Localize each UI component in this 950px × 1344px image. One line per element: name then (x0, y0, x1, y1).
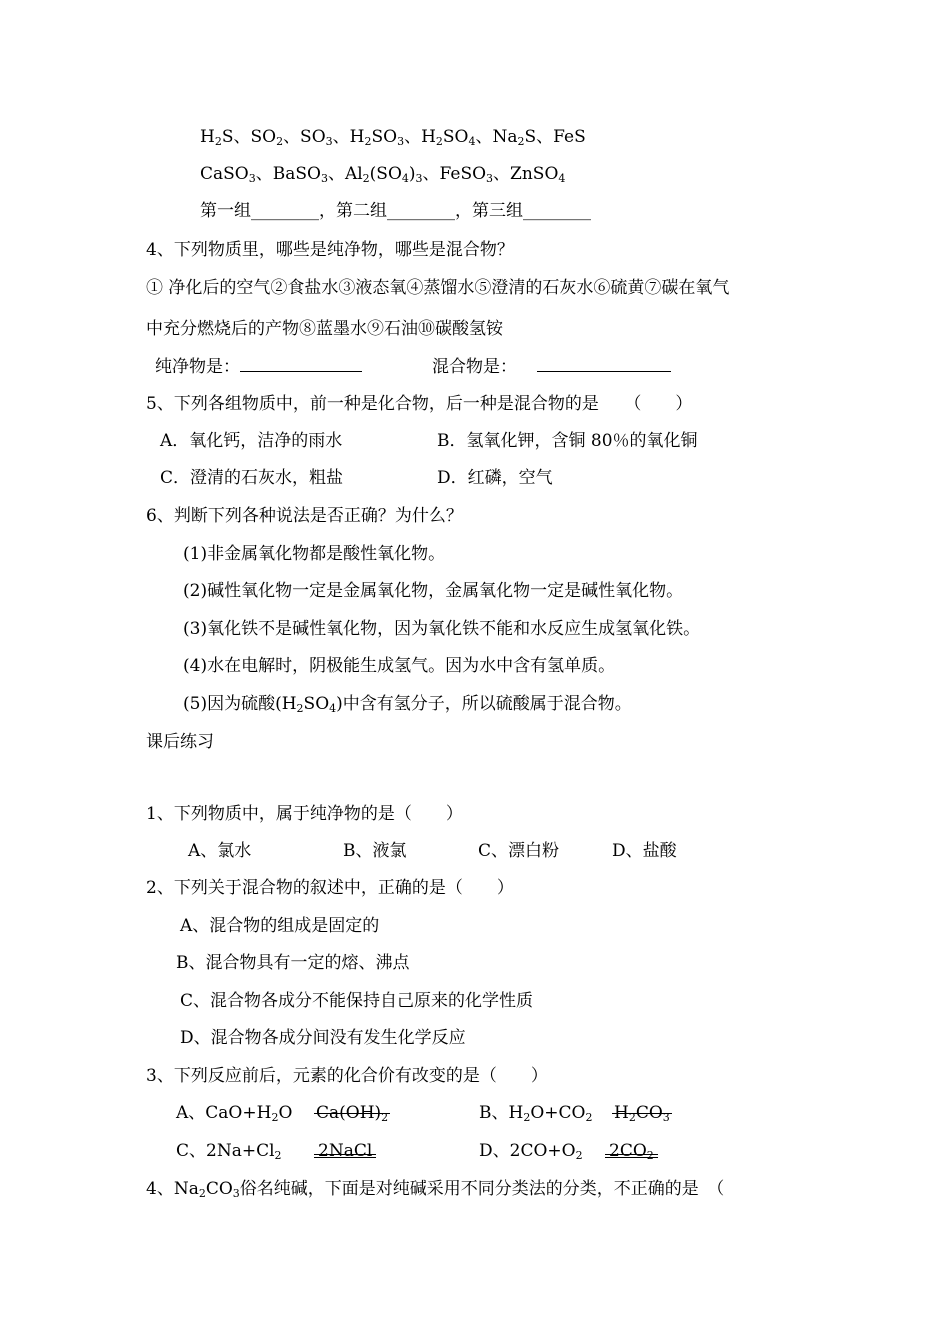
e2-option-d[interactable]: D、混合物各成分间没有发生化学反应 (180, 1028, 466, 1048)
q6-statement-5 (183, 693, 632, 715)
subscript: 3 (320, 172, 328, 185)
subscript: 2 (276, 135, 284, 148)
q5-option-b[interactable]: B．氢氧化钾，含铜 80％的氧化铜 (437, 431, 698, 451)
text: CO (635, 1103, 663, 1123)
e3-option-b[interactable] (479, 1102, 592, 1124)
e4-stem (146, 1178, 724, 1200)
e1-stem: 1、下列物质中，属于纯净物的是（ ） (146, 804, 463, 824)
subscript: 3 (486, 172, 494, 185)
q4-items-line-1: ① 净化后的空气②食盐水③液态氧④蒸馏水⑤澄清的石灰水⑥硫黄⑦碳在氧气 (146, 278, 730, 298)
e3-option-a-product (316, 1102, 388, 1124)
text: 、Al (327, 164, 363, 184)
text: CaSO (200, 164, 249, 184)
e1-option-d[interactable]: D、盐酸 (612, 841, 677, 861)
subscript: 2 (646, 1149, 654, 1162)
subscript: 2 (517, 135, 525, 148)
text: O+CO (530, 1103, 586, 1123)
text: S、FeS (524, 127, 586, 147)
group-2-label: ，第二组 (319, 201, 387, 221)
e3-option-c[interactable] (176, 1140, 282, 1162)
group-2-blank[interactable]: ________ (387, 201, 455, 221)
text: SO (303, 694, 330, 714)
compound-list-row-2 (200, 163, 565, 185)
text: 2CO (609, 1141, 647, 1161)
compound-list-row-1 (200, 126, 586, 148)
q5-option-c[interactable]: C．澄清的石灰水，粗盐 (160, 468, 344, 488)
pure-label: 纯净物是： (155, 357, 240, 377)
text: Ca(OH) (316, 1103, 382, 1123)
e1-option-c[interactable]: C、漂白粉 (478, 841, 560, 861)
group-1-blank[interactable]: ________ (251, 201, 319, 221)
e3-option-b-product (614, 1102, 670, 1124)
q6-statement-3: (3)氧化铁不是碱性氧化物，因为氧化铁不能和水反应生成氢氧化铁。 (183, 619, 701, 639)
text: H (614, 1103, 629, 1123)
e3-option-d[interactable] (479, 1140, 583, 1162)
text: 、ZnSO (493, 164, 559, 184)
section-title: 课后练习 (146, 732, 214, 752)
e2-option-a[interactable]: A、混合物的组成是固定的 (180, 916, 380, 936)
subscript: 2 (214, 135, 222, 148)
text: ) (408, 164, 416, 184)
text: O (278, 1103, 293, 1123)
q4-stem: 4、下列物质里，哪些是纯净物，哪些是混合物？ (146, 240, 514, 260)
subscript: 3 (232, 1187, 240, 1200)
subscript: 2 (198, 1187, 206, 1200)
mix-label: 混合物是： (432, 357, 517, 377)
text: CO (205, 1179, 233, 1199)
q5-option-a[interactable]: A．氧化钙，洁净的雨水 (160, 431, 343, 451)
subscript: 4 (558, 172, 566, 185)
q4-answer-row-2 (432, 355, 671, 378)
subscript: 3 (415, 172, 423, 185)
text: 、H (332, 127, 365, 147)
subscript: 3 (662, 1111, 670, 1124)
text: 2NaCl (318, 1141, 373, 1161)
subscript: 2 (523, 1111, 531, 1124)
subscript: 2 (274, 1149, 282, 1162)
text: SO (371, 127, 398, 147)
e3-option-c-product (318, 1140, 372, 1162)
mix-answer-blank[interactable] (537, 355, 671, 372)
e2-option-c[interactable]: C、混合物各成分不能保持自己原来的化学性质 (180, 991, 534, 1011)
subscript: 2 (435, 135, 443, 148)
text: 、Na (475, 127, 518, 147)
subscript: 2 (271, 1111, 279, 1124)
subscript: 2 (628, 1111, 636, 1124)
text: A、CaO+H (176, 1103, 272, 1123)
q6-statement-1: (1)非金属氧化物都是酸性氧化物。 (183, 544, 446, 564)
text: 、BaSO (255, 164, 321, 184)
e3-stem: 3、下列反应前后，元素的化合价有改变的是（ ） (146, 1066, 548, 1086)
q6-statement-4: (4)水在电解时，阴极能生成氢气。因为水中含有氢单质。 (183, 656, 616, 676)
text: 4、Na (146, 1179, 199, 1199)
subscript: 3 (397, 135, 405, 148)
q6-statement-2: (2)碱性氧化物一定是金属氧化物，金属氧化物一定是碱性氧化物。 (183, 581, 684, 601)
e2-stem: 2、下列关于混合物的叙述中，正确的是（ ） (146, 878, 514, 898)
text: H (200, 127, 215, 147)
subscript: 2 (362, 172, 370, 185)
subscript: 2 (364, 135, 372, 148)
text: (SO (369, 164, 402, 184)
text: B、H (479, 1103, 524, 1123)
q4-answer-row (155, 355, 362, 378)
group-3-label: ，第三组 (455, 201, 523, 221)
group-answer-row (200, 200, 591, 222)
text: )中含有氢分子，所以硫酸属于混合物。 (336, 694, 632, 714)
text: SO (442, 127, 469, 147)
text: S、SO (221, 127, 277, 147)
text: D、2CO+O (479, 1141, 576, 1161)
subscript: 2 (575, 1149, 583, 1162)
text: C、2Na+Cl (176, 1141, 275, 1161)
subscript: 4 (401, 172, 409, 185)
group-1-label: 第一组 (200, 201, 251, 221)
e2-option-b[interactable]: B、混合物具有一定的熔、沸点 (176, 953, 410, 973)
q5-stem: 5、下列各组物质中，前一种是化合物，后一种是混合物的是 （ ） (146, 394, 693, 414)
q5-option-d[interactable]: D．红磷，空气 (437, 468, 553, 488)
e3-option-a[interactable] (176, 1102, 292, 1124)
text: 俗名纯碱，下面是对纯碱采用不同分类法的分类，不正确的是 （ (239, 1179, 725, 1199)
e1-option-b[interactable]: B、液氯 (343, 841, 407, 861)
q4-items-line-2: 中充分燃烧后的产物⑧蓝墨水⑨石油⑩碳酸氢铵 (146, 319, 503, 339)
e1-option-a[interactable]: A、氯水 (188, 841, 252, 861)
subscript: 3 (248, 172, 256, 185)
subscript: 4 (329, 702, 337, 715)
text: 、FeSO (422, 164, 487, 184)
q6-stem: 6、判断下列各种说法是否正确？为什么？ (146, 506, 463, 526)
text: (5)因为硫酸(H (183, 694, 297, 714)
subscript: 2 (585, 1111, 593, 1124)
pure-answer-blank[interactable] (240, 355, 362, 372)
group-3-blank[interactable]: ________ (523, 201, 591, 221)
text: 、H (404, 127, 436, 147)
e3-option-d-product (609, 1140, 654, 1162)
subscript: 4 (468, 135, 476, 148)
subscript: 3 (325, 135, 333, 148)
subscript: 2 (296, 702, 304, 715)
text: 、SO (283, 127, 326, 147)
subscript: 2 (381, 1111, 389, 1124)
